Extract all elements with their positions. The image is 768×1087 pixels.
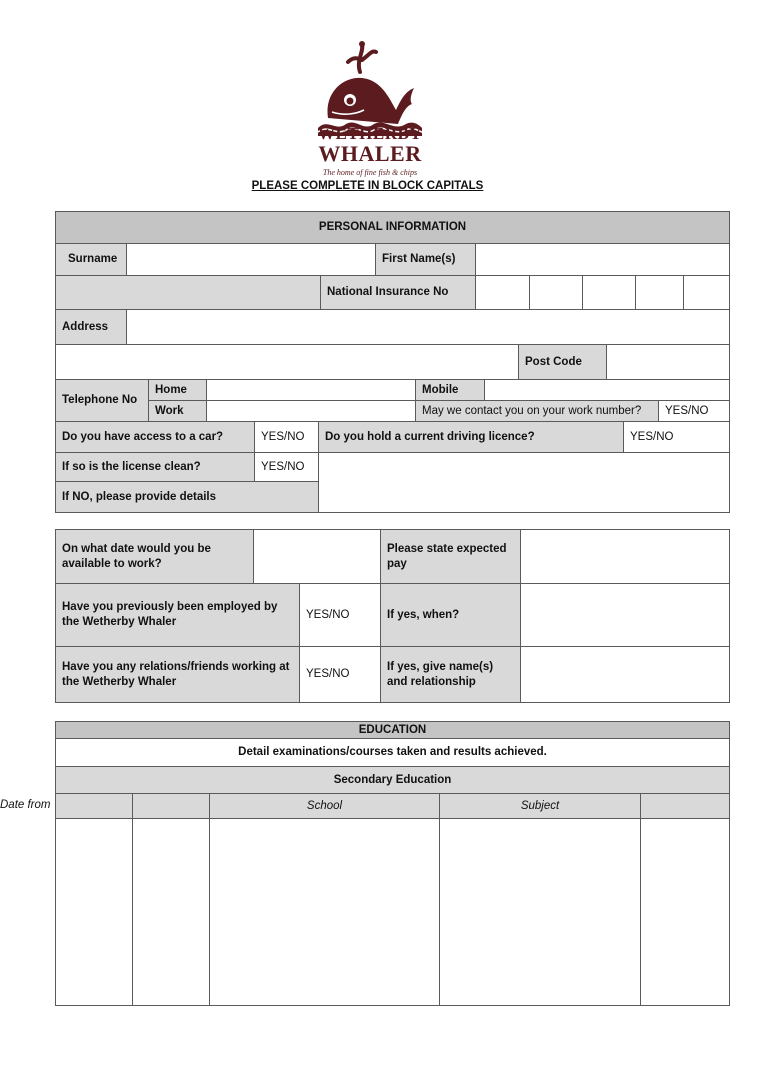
telephone-label: Telephone No xyxy=(55,379,149,422)
ni-box-5[interactable] xyxy=(683,275,730,310)
ni-box-2[interactable] xyxy=(529,275,583,310)
driving-licence-question: Do you hold a current driving licence? xyxy=(318,421,624,453)
employed-when-question: If yes, when? xyxy=(380,583,521,647)
result-field[interactable] xyxy=(640,818,730,1006)
address-field-line1[interactable] xyxy=(126,309,730,345)
ni-box-1[interactable] xyxy=(475,275,530,310)
first-names-field[interactable] xyxy=(475,243,730,276)
mobile-label: Mobile xyxy=(415,379,485,401)
first-names-label: First Name(s) xyxy=(375,243,476,276)
licence-clean-yes-no[interactable]: YES/NO xyxy=(254,452,319,482)
home-phone-field[interactable] xyxy=(206,379,416,401)
work-phone-field[interactable] xyxy=(206,400,416,422)
previously-employed-yes-no[interactable]: YES/NO xyxy=(299,583,381,647)
logo-line1: WETHERBY xyxy=(318,124,423,143)
edu-date-to-field[interactable] xyxy=(132,818,210,1006)
relations-question: Have you any relations/friends working at the Wetherby Whaler xyxy=(55,646,300,703)
previously-employed-question: Have you previously been employed by the Wetherby Whaler xyxy=(55,583,300,647)
edu-col5-header xyxy=(640,793,730,819)
education-detail-instruction: Detail examinations/courses taken and results achieved. xyxy=(55,738,730,767)
ni-label: National Insurance No xyxy=(320,275,476,310)
wetherby-whaler-logo xyxy=(310,40,430,182)
edu-col2-header xyxy=(132,793,210,819)
ni-box-3[interactable] xyxy=(582,275,636,310)
car-access-question: Do you have access to a car? xyxy=(55,421,255,453)
school-field[interactable] xyxy=(209,818,440,1006)
edu-date-from-field[interactable] xyxy=(55,818,133,1006)
education-header: EDUCATION xyxy=(55,721,730,739)
school-column-header: School xyxy=(209,793,440,819)
contact-work-question: May we contact you on your work number? xyxy=(415,400,659,422)
expected-pay-question: Please state expected pay xyxy=(380,529,521,584)
licence-clean-question: If so is the license clean? xyxy=(55,452,255,482)
relations-names-question: If yes, give name(s) and relationship xyxy=(380,646,521,703)
edu-col1-header xyxy=(55,793,133,819)
surname-label: Surname xyxy=(55,243,127,276)
driving-licence-yes-no[interactable]: YES/NO xyxy=(623,421,730,453)
mobile-field[interactable] xyxy=(484,379,730,401)
ni-box-4[interactable] xyxy=(635,275,684,310)
subject-field[interactable] xyxy=(439,818,641,1006)
block-capitals-instruction: PLEASE COMPLETE IN BLOCK CAPITALS xyxy=(251,180,484,192)
relations-names-field[interactable] xyxy=(520,646,730,703)
logo-line2: WHALER xyxy=(318,141,422,166)
logo-tagline: The home of fine fish & chips xyxy=(322,168,418,177)
relations-yes-no[interactable]: YES/NO xyxy=(299,646,381,703)
licence-details-label: If NO, please provide details xyxy=(55,481,319,513)
licence-details-field[interactable] xyxy=(318,452,730,513)
date-from-label: Date from xyxy=(0,799,51,811)
surname-field[interactable] xyxy=(126,243,376,276)
work-phone-label: Work xyxy=(148,400,207,422)
contact-work-yes-no[interactable]: YES/NO xyxy=(658,400,730,422)
car-access-yes-no[interactable]: YES/NO xyxy=(254,421,319,453)
expected-pay-field[interactable] xyxy=(520,529,730,584)
personal-info-header: PERSONAL INFORMATION xyxy=(55,211,730,244)
post-code-field[interactable] xyxy=(606,344,730,380)
employed-when-field[interactable] xyxy=(520,583,730,647)
available-date-question: On what date would you be available to work? xyxy=(55,529,254,584)
ni-row-blank xyxy=(55,275,321,310)
secondary-education-header: Secondary Education xyxy=(55,766,730,794)
home-phone-label: Home xyxy=(148,379,207,401)
available-date-field[interactable] xyxy=(253,529,381,584)
address-field-line2[interactable] xyxy=(55,344,519,380)
address-label: Address xyxy=(55,309,127,345)
subject-column-header: Subject xyxy=(439,793,641,819)
post-code-label: Post Code xyxy=(518,344,607,380)
